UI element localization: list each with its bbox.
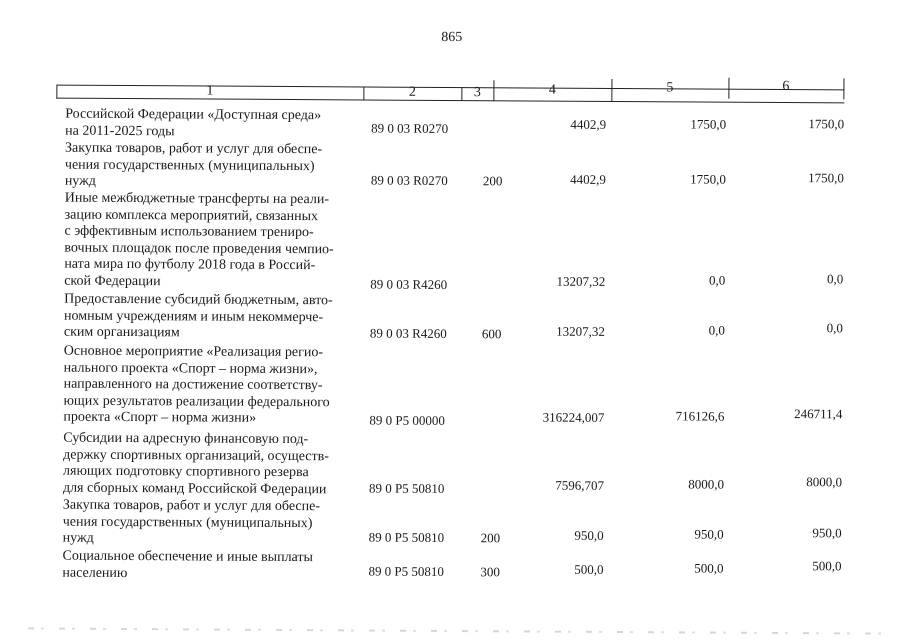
row-expense-type: 200 — [480, 530, 501, 546]
row-value-col4: 4402,9 — [570, 116, 607, 132]
table-row — [0, 497, 904, 546]
table-row — [0, 291, 905, 342]
row-value-col6: 1750,0 — [808, 116, 845, 132]
row-value-col6: 8000,0 — [806, 474, 843, 490]
row-value-col5: 0,0 — [708, 322, 725, 338]
row-description: Российской Федерации «Доступная среда» на 2011-2025 годы — [65, 106, 322, 139]
row-code: 89 0 P5 50810 — [368, 529, 445, 545]
row-value-col4: 950,0 — [574, 527, 604, 543]
table-row — [0, 343, 905, 428]
row-value-col5: 950,0 — [694, 526, 724, 542]
table-row — [1, 190, 905, 292]
row-value-col6: 950,0 — [812, 525, 842, 541]
row-value-col4: 13207,32 — [556, 273, 606, 289]
row-value-col5: 500,0 — [694, 560, 724, 576]
column-header-6: 6 — [782, 79, 790, 95]
row-description: Социальное обеспечение и иные выплаты населению — [62, 548, 313, 581]
row-description: Предоставление субсидий бюджетным, авто- номным учреждениям и иным некоммерче- ским организациям — [63, 291, 333, 341]
row-description: Субсидии на адресную финансовую под- держку спортивных организаций, осуществ- ляющих подготовку спортивного резерва для сборных команд Российской Федерации — [62, 430, 329, 497]
table-row — [1, 140, 905, 189]
row-value-col6: 246711,4 — [794, 406, 843, 422]
row-value-col4: 316224,007 — [542, 409, 605, 425]
row-value-col5: 0,0 — [708, 272, 726, 288]
row-value-col6: 1750,0 — [808, 170, 844, 186]
column-header-4: 4 — [548, 82, 556, 98]
row-value-col4: 7596,707 — [555, 477, 605, 493]
page-number: 865 — [441, 29, 463, 46]
row-code: 89 0 03 R0270 — [371, 120, 449, 136]
row-description: Закупка товаров, работ и услуг для обеспе- чения государственных (муниципальных) нужд — [62, 497, 321, 546]
row-value-col5: 8000,0 — [688, 476, 725, 492]
row-value-col4: 4402,9 — [570, 171, 606, 187]
row-value-col5: 1750,0 — [690, 171, 726, 187]
row-expense-type: 200 — [482, 173, 503, 189]
row-value-col5: 716126,6 — [675, 408, 725, 424]
table-header — [56, 74, 844, 104]
row-value-col6: 0,0 — [826, 320, 844, 336]
scan-edge-artifact — [28, 627, 888, 634]
table-row — [0, 548, 904, 581]
row-expense-type: 300 — [480, 564, 501, 580]
row-code: 89 0 03 R0270 — [370, 172, 448, 188]
row-code: 89 0 P5 50810 — [368, 480, 445, 496]
column-header-1: 1 — [206, 83, 214, 99]
column-header-3: 3 — [473, 85, 481, 101]
row-expense-type: 600 — [481, 326, 502, 342]
row-description: Основное мероприятие «Реализация регио- нального проекта «Спорт – норма жизни», направленного на достижение соответству- ющих результатов реализации федерального проекта «Спорт – норма жизни» — [63, 343, 330, 426]
row-value-col6: 500,0 — [812, 558, 842, 574]
column-header-2: 2 — [408, 84, 416, 100]
row-value-col6: 0,0 — [826, 271, 844, 287]
row-value-col5: 1750,0 — [690, 116, 727, 132]
column-header-5: 5 — [666, 80, 674, 96]
row-description: Иные межбюджетные трансферты на реали- зацию комплекса мероприятий, связанных с эффективным использованием трениро- вочных площадок после проведения чемпио- ната мира по футболу 2018 года в Россий- ской Федерации — [64, 190, 334, 289]
row-code: 89 0 03 R4260 — [370, 276, 448, 292]
table-row — [0, 430, 904, 497]
row-code: 89 0 P5 00000 — [369, 412, 445, 428]
row-value-col4: 500,0 — [574, 561, 604, 577]
row-code: 89 0 03 R4260 — [369, 325, 447, 341]
row-code: 89 0 P5 50810 — [368, 563, 444, 579]
row-description: Закупка товаров, работ и услуг для обеспе- чения государственных (муниципальных) нужд — [64, 140, 323, 189]
table-row — [1, 106, 905, 139]
row-value-col4: 13207,32 — [556, 323, 605, 339]
